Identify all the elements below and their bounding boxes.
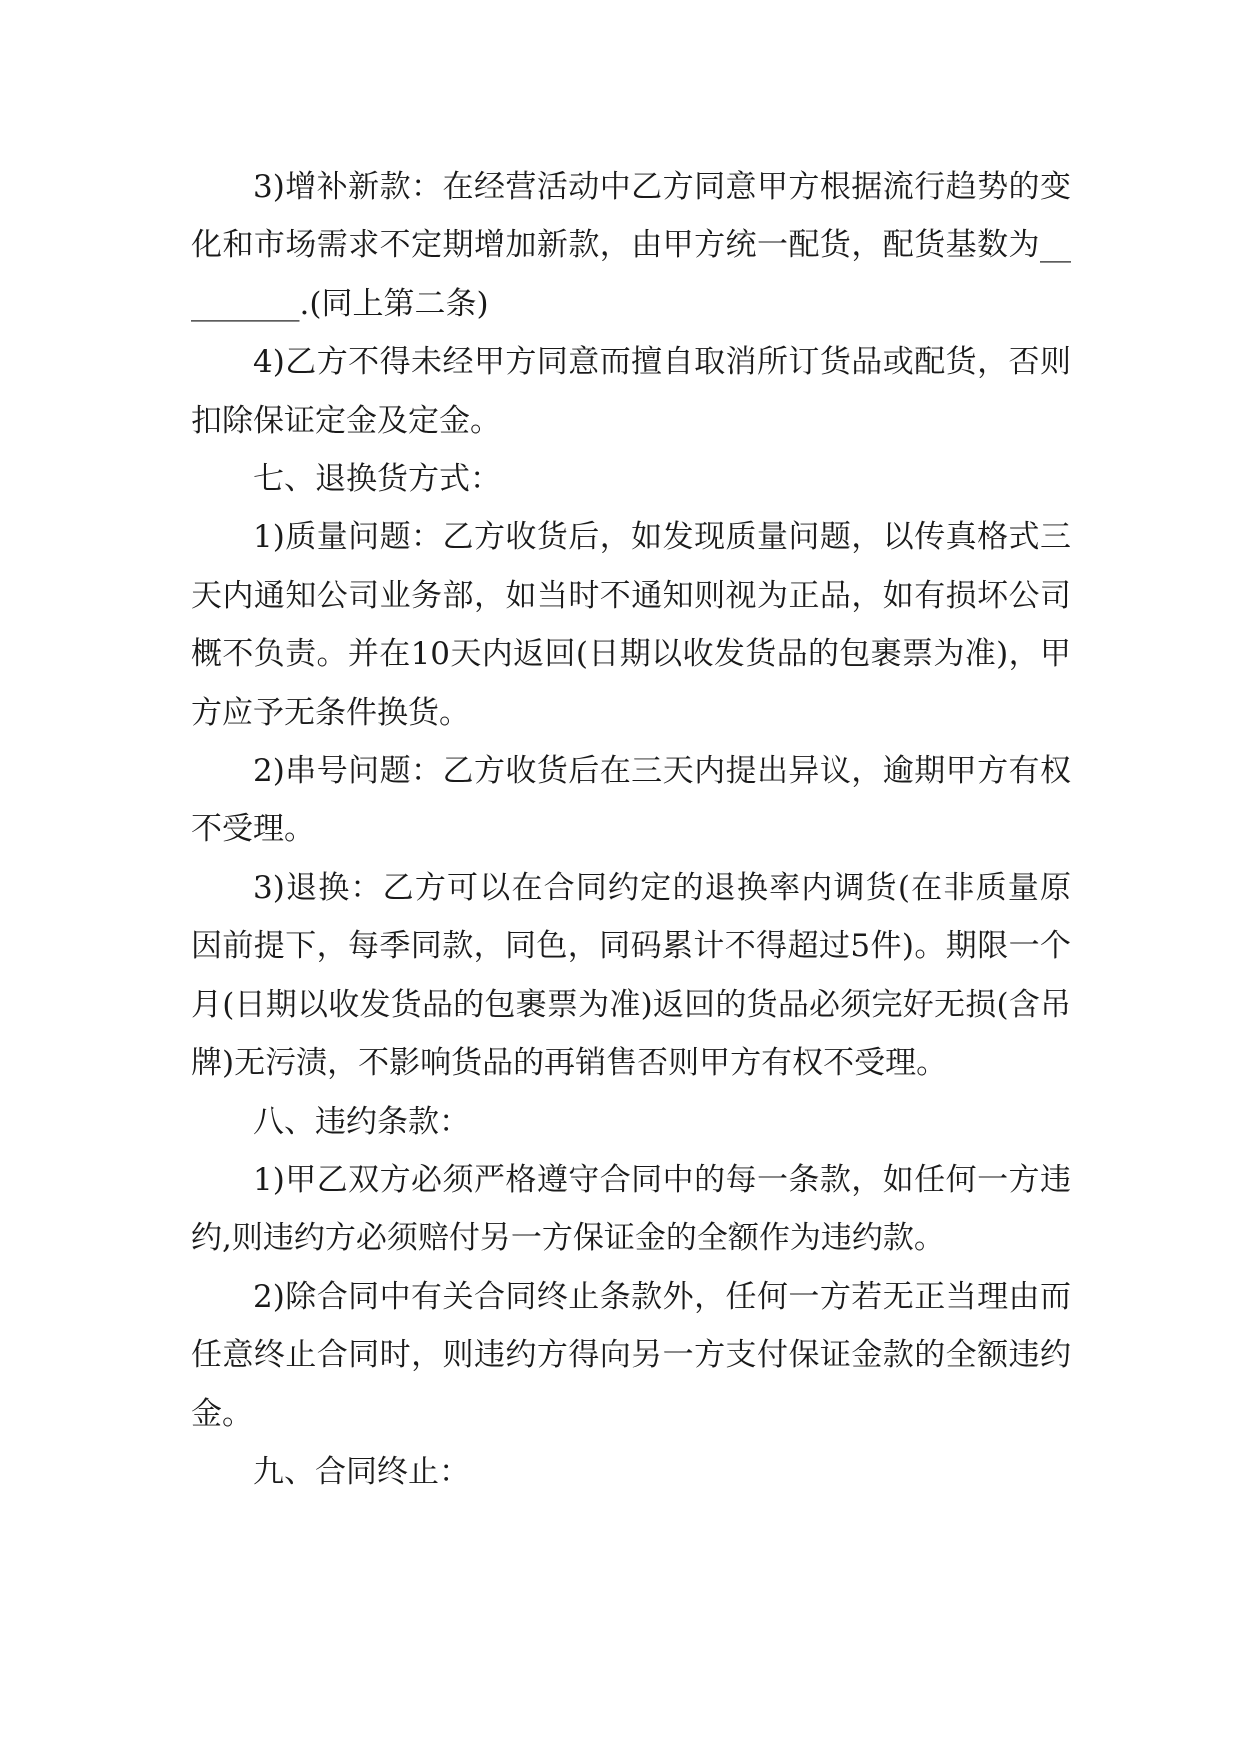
section-heading-breach: 八、违约条款：	[253, 1103, 470, 1140]
paragraph-termination-penalty: 2)除合同中有关合同终止条款外，任何一方若无正当理由而任意终止合同时，则违约方得向另一方支付保证金款的全额违约金。	[191, 1278, 1071, 1432]
section-heading-returns: 七、退换货方式：	[253, 461, 501, 498]
paragraph-breach-compensation: 1)甲乙双方必须严格遵守合同中的每一条款，如任何一方违约,则违约方必须赔付另一方保证金的全额作为违约款。	[191, 1161, 1071, 1257]
paragraph-new-styles: 3)增补新款：在经营活动中乙方同意甲方根据流行趋势的变化和市场需求不定期增加新款，由甲方统一配货，配货基数为_________.(同上第二条)	[191, 169, 1071, 322]
paragraph-quality-issues: 1)质量问题：乙方收货后，如发现质量问题，以传真格式三天内通知公司业务部，如当时不通知则视为正品，如有损坏公司概不负责。并在10天内返回(日期以收发货品的包裹票为准)，甲方应予无条件换货。	[191, 519, 1071, 731]
document-body	[191, 158, 1071, 1501]
paragraph-no-cancellation: 4)乙方不得未经甲方同意而擅自取消所订货品或配货，否则扣除保证定金及定金。	[191, 344, 1071, 439]
paragraph-exchange: 3)退换：乙方可以在合同约定的退换率内调货(在非质量原因前提下，每季同款，同色，同码累计不得超过5件)。期限一个月(日期以收发货品的包裹票为准)返回的货品必须完好无损(含吊牌)无污渍，不影响货品的再销售否则甲方有权不受理。	[191, 869, 1071, 1082]
section-heading-termination: 九、合同终止：	[253, 1453, 470, 1490]
paragraph-mismatch-issues: 2)串号问题：乙方收货后在三天内提出异议，逾期甲方有权不受理。	[191, 753, 1071, 848]
